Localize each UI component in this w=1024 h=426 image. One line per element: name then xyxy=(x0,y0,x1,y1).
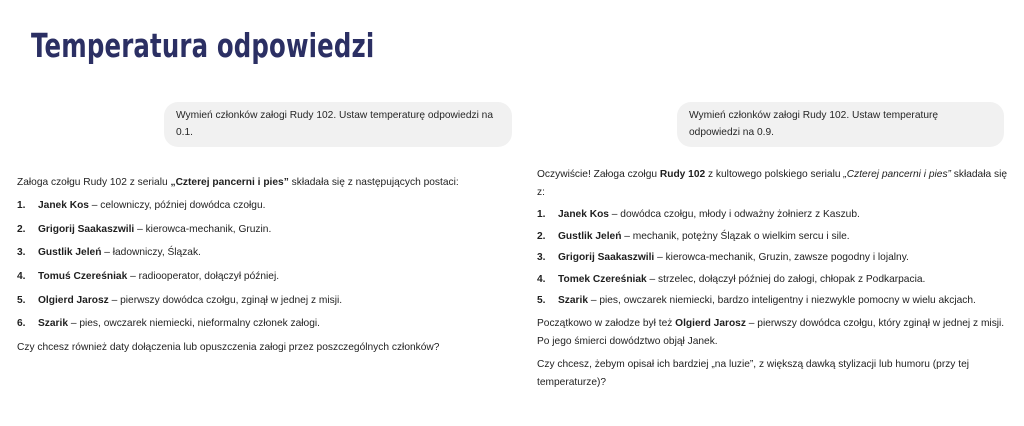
crew-list xyxy=(17,197,507,332)
user-prompt-bubble-right xyxy=(677,102,1004,147)
response-followup-question: Czy chcesz również daty dołączenia lub opuszczenia załogi przez poszczególnych członków? xyxy=(17,342,440,354)
crew-desc: – kierowca-mechanik, Gruzin, zawsze pogodny i lojalny. xyxy=(654,252,909,264)
crew-name: Grigorij Saakaszwili xyxy=(558,252,655,264)
intro-text-middle: z kultowego polskiego serialu xyxy=(705,169,844,180)
list-number: 5. xyxy=(537,295,546,307)
response-intro xyxy=(17,174,507,192)
user-prompt-text: Wymień członków załogi Rudy 102. Ustaw temperaturę odpowiedzi na 0.9. xyxy=(689,110,939,138)
list-number: 3. xyxy=(17,247,26,259)
list-number: 6. xyxy=(17,318,26,330)
crew-name: Tomek Czereśniak xyxy=(558,273,647,285)
list-item xyxy=(17,197,507,214)
list-number: 2. xyxy=(537,230,546,242)
list-item xyxy=(17,315,507,332)
crew-desc: – kierowca-mechanik, Gruzin. xyxy=(134,223,272,235)
crew-desc: – pierwszy dowódca czołgu, zginął w jednej z misji. xyxy=(108,294,343,306)
list-item xyxy=(537,292,1007,309)
page-title: Temperatura odpowiedzi xyxy=(31,26,375,65)
list-number: 1. xyxy=(537,209,546,220)
intro-text-end: składała się z: xyxy=(537,169,1007,198)
list-number: 1. xyxy=(17,200,26,211)
crew-name: Grigorij Saakaszwili xyxy=(38,223,135,235)
list-item xyxy=(17,244,507,261)
list-item xyxy=(537,271,1007,288)
crew-name: Olgierd Jarosz xyxy=(38,294,109,306)
crew-name: Janek Kos xyxy=(38,200,89,211)
series-title: „Czterej pancerni i pies” xyxy=(170,177,289,188)
assistant-response-left xyxy=(17,174,507,357)
crew-name: Janek Kos xyxy=(558,209,609,220)
list-item xyxy=(17,268,507,285)
crew-name: Tomuś Czereśniak xyxy=(38,271,128,283)
list-number: 3. xyxy=(537,252,546,264)
list-item xyxy=(537,206,1007,223)
response-followup-question: Czy chcesz, żebym opisał ich bardziej „na luzie”, z większą dawką stylizacji lub humoru (przy tej temperaturze)? xyxy=(537,359,969,389)
crew-desc: – mechanik, potężny Ślązak o wielkim sercu i sile. xyxy=(621,230,850,242)
intro-text: Załoga czołgu Rudy 102 z serialu xyxy=(17,177,171,188)
crew-list xyxy=(537,206,1007,309)
list-item xyxy=(537,228,1007,245)
intro-text: Oczywiście! Załoga czołgu xyxy=(537,169,660,180)
assistant-response-right xyxy=(537,166,1007,392)
list-number: 5. xyxy=(17,294,26,306)
crew-name: Olgierd Jarosz xyxy=(675,318,746,330)
list-number: 4. xyxy=(17,271,26,283)
info-text-end: – pierwszy dowódca czołgu, który zginął w jednej z misji. Po jego śmierci dowództwo objął Janek. xyxy=(537,318,1005,348)
crew-name: Gustlik Jeleń xyxy=(38,247,102,259)
crew-desc: – strzelec, dołączył później do załogi, chłopak z Podkarpacia. xyxy=(646,273,926,285)
user-prompt-text: Wymień członków załogi Rudy 102. Ustaw temperaturę odpowiedzi na 0.1. xyxy=(176,110,494,138)
crew-name: Szarik xyxy=(558,295,589,307)
user-prompt-bubble-left xyxy=(164,102,512,147)
crew-desc: – radiooperator, dołączył później. xyxy=(127,271,280,283)
list-number: 2. xyxy=(17,223,26,235)
crew-desc: – pies, owczarek niemiecki, bardzo inteligentny i niezwykle pomocny w wielu akcjach. xyxy=(588,295,976,307)
list-item xyxy=(537,249,1007,266)
crew-name: Szarik xyxy=(38,318,69,330)
crew-desc: – dowódca czołgu, młody i odważny żołnierz z Kaszub. xyxy=(608,209,860,220)
crew-desc: – pies, owczarek niemiecki, nieformalny członek załogi. xyxy=(68,318,320,330)
tank-name: Rudy 102 xyxy=(659,169,706,180)
crew-desc: – ładowniczy, Ślązak. xyxy=(101,247,201,259)
list-item xyxy=(17,221,507,238)
response-additional-info xyxy=(537,315,1007,351)
crew-desc: – celowniczy, później dowódca czołgu. xyxy=(88,200,266,211)
list-item xyxy=(17,292,507,309)
intro-text-end: składała się z następujących postaci: xyxy=(288,177,459,188)
response-intro xyxy=(537,166,1007,202)
crew-name: Gustlik Jeleń xyxy=(558,230,622,242)
info-text: Początkowo w załodze był też xyxy=(537,318,676,330)
series-title: „Czterej pancerni i pies” xyxy=(843,169,951,180)
list-number: 4. xyxy=(537,273,546,285)
